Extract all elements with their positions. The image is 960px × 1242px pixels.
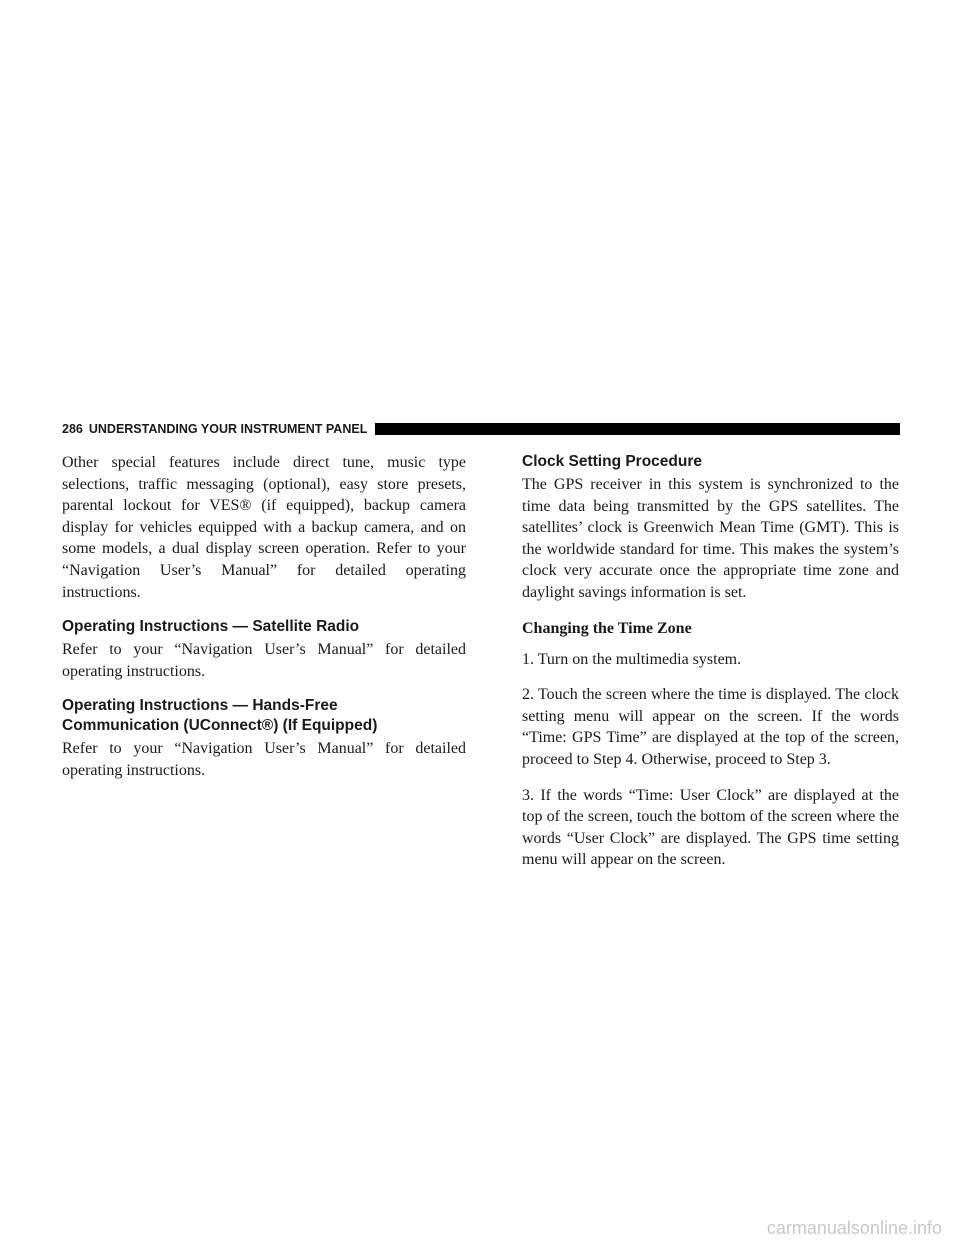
right-column bbox=[522, 452, 899, 885]
watermark: carmanualsonline.info bbox=[766, 1218, 942, 1238]
step-3: 3. If the words “Time: User Clock” are displayed at the top of the screen, touch the bottom of the screen where the words “User Clock” are displayed. The GPS time setting menu will appear on the screen. bbox=[522, 786, 899, 869]
page-number: 286 bbox=[62, 422, 83, 436]
step-1: 1. Turn on the multimedia system. bbox=[522, 650, 742, 668]
header-rule bbox=[375, 423, 900, 435]
hands-free-paragraph: Refer to your “Navigation User’s Manual” for detailed operating instructions. bbox=[62, 740, 466, 779]
satellite-radio-heading: Operating Instructions — Satellite Radio bbox=[62, 618, 360, 636]
section-title: UNDERSTANDING YOUR INSTRUMENT PANEL bbox=[88, 422, 368, 436]
page-header bbox=[62, 421, 900, 437]
intro-paragraph: Other special features include direct tune, music type selections, traffic messaging (optional), easy store presets, parental lockout for VES® (if equipped), backup camera display for vehicles equipped with a backup camera, and on some models, a dual display screen operation. Refer to your “Navigation User’s Manual” for detailed operating instructions. bbox=[62, 454, 466, 601]
hands-free-heading bbox=[62, 696, 466, 736]
time-zone-heading: Changing the Time Zone bbox=[522, 619, 692, 637]
clock-setting-heading: Clock Setting Procedure bbox=[522, 453, 703, 470]
hands-free-heading-line2: Communication (UConnect®) (If Equipped) bbox=[62, 717, 378, 735]
satellite-radio-paragraph: Refer to your “Navigation User’s Manual” for detailed operating instructions. bbox=[62, 641, 466, 680]
step-2: 2. Touch the screen where the time is displayed. The clock setting menu will appear on the screen. If the words “Time: GPS Time” are displayed at the top of the screen, proceed to Step 4. Otherwise, proceed to Step 3. bbox=[522, 686, 899, 768]
hands-free-heading-line1: Operating Instructions — Hands-Free bbox=[62, 697, 338, 715]
clock-setting-paragraph: The GPS receiver in this system is synchronized to the time data being transmitted by the GPS satellites. The satellites’ clock is Greenwich Mean Time (GMT). This is the worldwide standard for time. This makes the system’s clock very accurate once the appropriate time zone and daylight savings information is set. bbox=[522, 476, 899, 601]
left-column bbox=[62, 452, 466, 796]
